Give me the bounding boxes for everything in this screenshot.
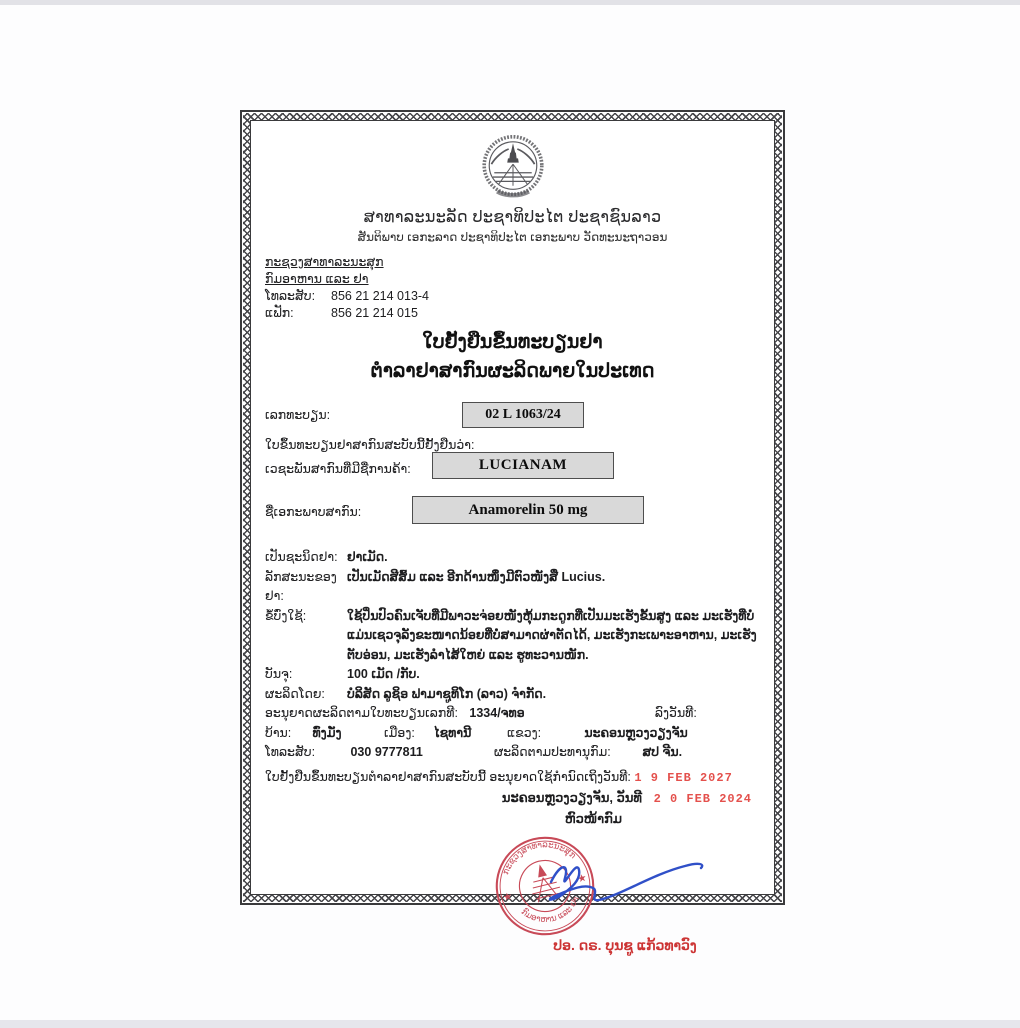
manufacturer-row [265,685,760,705]
license-row [265,704,760,724]
indication-value: ໃຊ້ປິ່ນປົວຄົນເຈັບທີ່ມີພາວະຈ່ອຍໜັງຫຸ້ມກະດູກທີ່ເປັນມະເຮັງຂັ້ນສູງ ແລະ ມະເຮັງທີ່ບໍ່ແມ່ນເຊວຈຸລັງຂະໜາດນ້ອຍທີ່ບໍ່ສາມາດຜ່າຕັດໄດ້, ມະເຮັງກະເພາະອາຫານ, ມະເຮັງຕັບອ່ອນ, ມະເຮັງລຳໄສ້ໃຫຍ່ ແລະ ຮູທະວານໜັກ. [347,608,757,662]
district-value: ໄຊທານີ [433,725,472,740]
certificate-ornamental-border [243,113,782,953]
document-title-line2: ຕຳລາຢາສາກົນຜະລິດພາຍໃນປະເທດ [370,361,655,382]
indication-label: ຂໍ້ບົ່ງໃຊ້: [265,608,307,623]
fax-label: ແຟັກ: [265,306,294,320]
certificate-page [250,120,775,953]
dosage-form-value: ຢາເມັດ. [347,550,388,564]
registration-number-label: ເລກທະບຽນ: [265,408,331,422]
manufacturer-label: ຜະລິດໂດຍ: [265,686,325,701]
province-label: ແຂວງ: [506,725,542,740]
blue-ink-signature-icon [533,844,723,924]
national-motto: ສັນຕິພາບ ເອກະລາດ ປະຊາທິປະໄຕ ເອກະພາບ ວັດທະນະຖາວອນ [357,230,668,244]
license-date-label: ລົງວັນທີ: [654,706,697,720]
district-label: ເມືອງ: [383,725,415,740]
valid-until-label: ໃບຢັ້ງຢືນຂຶ້ນທະບຽນຕຳລາຢາສາກົນສະບັບນີ້ ອະນຸຍາດໃຊ້ກຳນົດເຖິງວັນທີ: [265,769,631,784]
issue-date-stamp: 2 0 FEB 2024 [653,791,752,806]
telephone-value: 856 21 214 013-4 [331,289,430,303]
fax-value: 856 21 214 015 [331,306,418,320]
address-row [265,724,760,744]
telephone-line [265,288,760,305]
phone-label: ໂທລະສັບ: [265,745,316,759]
issue-place-row [265,788,760,809]
packing-row [265,665,760,685]
packing-label: ບັນຈຸ: [265,667,293,681]
registration-number-row [265,402,760,428]
stamp-left-star: ★ [502,890,514,904]
village-value: ທົ່ງມັ່ງ [312,725,342,740]
document-title [265,328,760,386]
registration-number-box: 02 L 1063/24 [462,402,584,428]
signature-zone [265,836,760,956]
valid-until-date-stamp: 1 9 FEB 2027 [634,770,733,785]
department-name: ກົມອາຫານ ແລະ ຢາ [265,272,369,286]
telephone-label: ໂທລະສັບ: [265,289,316,303]
generic-name-box: Anamorelin 50 mg [412,496,644,524]
trade-name-box: LUCIANAM [432,452,614,479]
signer-title: ຫົວໜ້າກົມ [564,810,622,826]
packing-value: 100 ເມັດ /ກັບ. [347,667,420,681]
license-number-value: 1334/ຈທອ [469,706,525,720]
trade-name-row [265,456,760,483]
manufacturer-value: ບໍລິສັດ ລູຊິອ ຟາມາຊູທິໂກ (ລາວ) ຈຳກັດ. [347,686,547,701]
emblem-container [265,131,760,203]
viewer-top-bar [0,0,1020,5]
certify-line: ໃບຂຶ້ນທະບຽນຢາສາກົນສະບັບນີ້ຢັ້ງຢືນວ່າ: [265,438,475,452]
stamp-bottom-text: ກົມອາຫານ ແລະ ຢາ [519,894,581,924]
viewer-bottom-bar [0,1020,1020,1028]
generic-name-row [265,498,760,526]
province-value: ນະຄອນຫຼວງວຽງຈັນ [584,725,688,740]
ministry-name: ກະຊວງສາທາລະນະສຸກ [265,255,384,269]
pharmacopoeia-value: ສປ ຈີນ. [642,745,683,759]
license-label: ອະນຸຍາດຜະລິດຕາມໃບທະບຽນເລກທີ: [265,706,458,720]
stamp-top-text: ກະຊວງສາທາລະນະສຸກ [500,838,579,876]
pharmacopoeia-label: ຜະລິດຕາມປະທານຸກົມ: [493,745,611,759]
trade-name-label: ເວຊະພັນສາກົນທີ່ມີຊື່ການຄ້າ: [265,462,411,476]
valid-until-row [265,767,760,788]
description-row [265,568,760,607]
detail-fields [265,548,760,763]
signer-name: ປອ. ດຣ. ບຸນຊູ ແກ້ວທາວົງ [553,936,697,953]
agency-block [265,254,760,322]
phone-pharmacopoeia-row [265,743,760,763]
lao-national-emblem-icon [477,131,549,203]
dosage-form-label: ເປັນຊະນິດຢາ: [265,550,338,564]
generic-name-label: ຊື່ເອກະພາບສາກົນ: [265,505,362,519]
certificate-outer-border [240,110,785,953]
document-title-line1: ໃບຢັ້ງຢືນຂຶ້ນທະບຽນຢາ [422,332,603,353]
indication-row [265,607,760,666]
issue-place-text: ນະຄອນຫຼວງວຽງຈັນ, ວັນທີ [501,789,642,805]
village-label: ບ້ານ: [265,725,292,740]
fax-line [265,305,760,322]
description-value: ເປັນເມັດສີສົ້ມ ແລະ ອີກດ້ານໜຶ່ງມີຕົວໜັງສື Lucius. [347,569,606,584]
description-label: ລັກສະນະຂອງຢາ: [265,569,337,603]
country-name: ສາທາລະນະລັດ ປະຊາທິປະໄຕ ປະຊາຊົນລາວ [363,209,662,226]
stamp-right-star: ★ [576,872,589,885]
dosage-form-row [265,548,760,568]
phone-value: 030 9777811 [350,745,423,759]
